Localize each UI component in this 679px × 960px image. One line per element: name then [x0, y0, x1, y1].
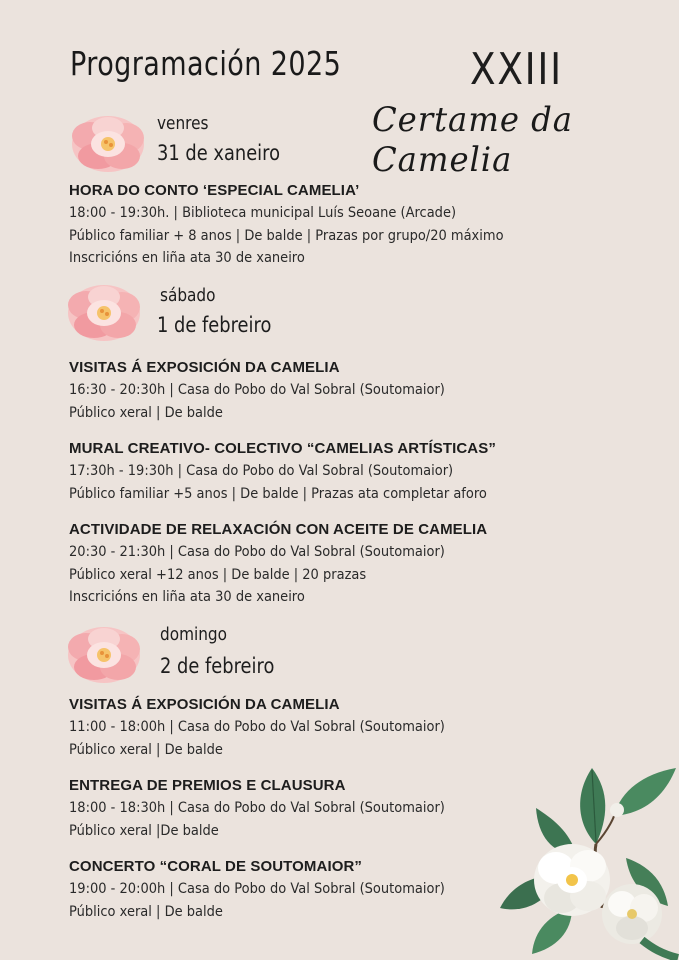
day-name: venres — [157, 113, 209, 134]
event-registration: Inscricións en liña ata 30 de xaneiro — [69, 250, 305, 266]
event-title: HORA DO CONTO ‘ESPECIAL CAMELIA’ — [69, 182, 360, 199]
event-schedule: 18:00 - 18:30h | Casa do Pobo do Val Sobral (Soutomaior) — [69, 800, 445, 816]
edition-number: XXIII — [470, 44, 563, 95]
white-camellia-bouquet-icon — [492, 758, 679, 960]
event-schedule: 18:00 - 19:30h. | Biblioteca municipal Luís Seoane (Arcade) — [69, 205, 457, 221]
event-block — [69, 519, 629, 609]
event-audience: Público familiar + 8 anos | De balde | Prazas por grupo/20 máximo — [69, 227, 504, 244]
camellia-flower-icon — [64, 619, 144, 689]
camellia-flower-icon — [64, 277, 144, 347]
event-audience: Público familiar +5 anos | De balde | Prazas ata completar aforo — [69, 485, 487, 502]
event-schedule: 19:00 - 20:00h | Casa do Pobo do Val Sobral (Soutomaior) — [69, 881, 445, 897]
event-schedule: 11:00 - 18:00h | Casa do Pobo do Val Sobral (Soutomaior) — [69, 719, 445, 735]
program-title: Programación 2025 — [70, 44, 342, 83]
event-block — [69, 438, 629, 505]
event-audience: Público xeral | De balde — [69, 741, 223, 758]
camellia-flower-icon — [68, 108, 148, 178]
event-name: Certame da Camelia — [372, 100, 573, 180]
event-title: MURAL CREATIVO- COLECTIVO “CAMELIAS ARTÍSTICAS” — [69, 440, 496, 457]
day-name: domingo — [160, 624, 228, 645]
day-name: sábado — [160, 285, 216, 306]
event-title: VISITAS Á EXPOSICIÓN DA CAMELIA — [69, 359, 340, 376]
event-title: VISITAS Á EXPOSICIÓN DA CAMELIA — [69, 696, 340, 713]
event-audience: Público xeral | De balde — [69, 903, 223, 920]
day-date: 31 de xaneiro — [157, 141, 280, 165]
event-audience: Público xeral |De balde — [69, 822, 219, 839]
event-registration: Inscricións en liña ata 30 de xaneiro — [69, 589, 305, 605]
event-audience: Público xeral | De balde — [69, 404, 223, 421]
event-schedule: 17:30h - 19:30h | Casa do Pobo do Val Sobral (Soutomaior) — [69, 463, 454, 479]
day-date: 2 de febreiro — [160, 654, 275, 678]
event-schedule: 20:30 - 21:30h | Casa do Pobo do Val Sobral (Soutomaior) — [69, 544, 445, 560]
event-block — [69, 357, 629, 424]
event-title: CONCERTO “CORAL DE SOUTOMAIOR” — [69, 858, 363, 875]
event-audience: Público xeral +12 anos | De balde | 20 prazas — [69, 566, 367, 583]
event-schedule: 16:30 - 20:30h | Casa do Pobo do Val Sobral (Soutomaior) — [69, 382, 445, 398]
event-block — [69, 180, 629, 270]
event-title: ENTREGA DE PREMIOS E CLAUSURA — [69, 777, 346, 794]
event-title: ACTIVIDADE DE RELAXACIÓN CON ACEITE DE CAMELIA — [69, 521, 488, 538]
event-block — [69, 694, 629, 761]
day-date: 1 de febreiro — [157, 313, 272, 337]
